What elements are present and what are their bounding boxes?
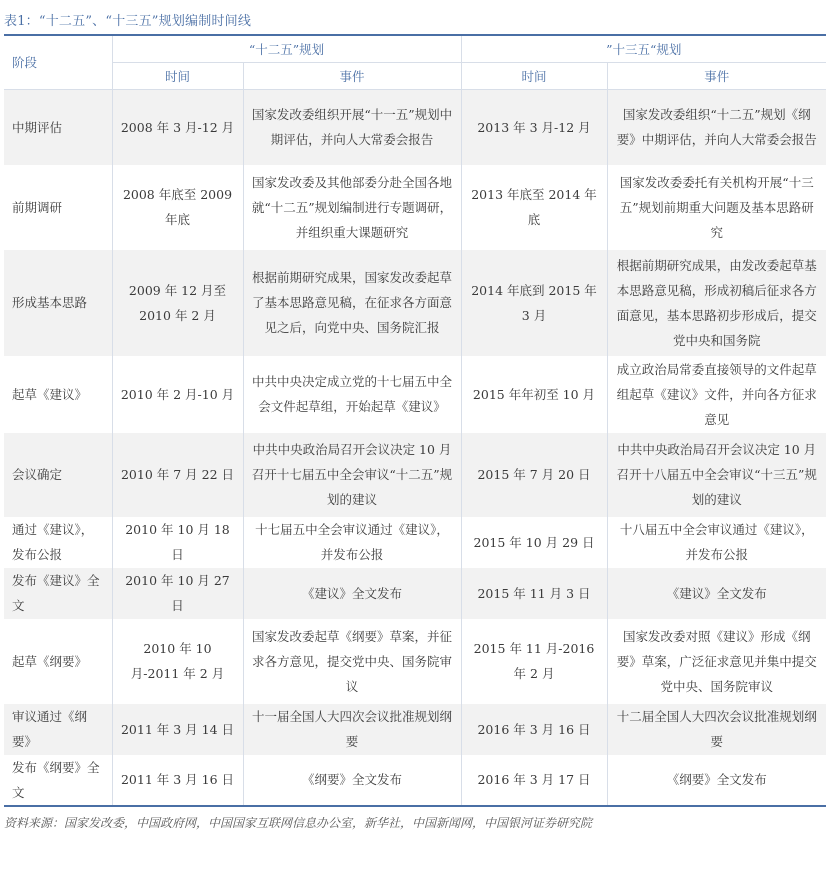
time-13-cell: 2013 年 3 月-12 月 [461,90,607,165]
stage-cell: 前期调研 [4,165,112,250]
header-plan-13: ”十三五“规划 [461,35,826,63]
event-12-cell: 中共中央决定成立党的十七届五中全会文件起草组，开始起草《建议》 [243,356,461,433]
table-row [4,517,826,568]
stage-cell: 形成基本思路 [4,250,112,356]
event-12-cell: 中共中央政治局召开会议决定 10 月召开十七届五中全会审议“十二五”规划的建议 [243,433,461,517]
time-13-cell: 2015 年 10 月 29 日 [461,517,607,568]
table-caption: 表1：“十二五”、“十三五”规划编制时间线 [4,14,252,29]
time-12-cell: 2009 年 12 月至 2010 年 2 月 [112,250,243,356]
event-12-cell: 十七届五中全会审议通过《建议》，并发布公报 [243,517,461,568]
time-13-cell: 2016 年 3 月 16 日 [461,704,607,755]
event-12-cell: 《建议》全文发布 [243,568,461,619]
time-13-cell: 2015 年 11 月 3 日 [461,568,607,619]
stage-cell: 发布《建议》全文 [4,568,112,619]
time-12-cell: 2008 年 3 月-12 月 [112,90,243,165]
time-12-cell: 2011 年 3 月 14 日 [112,704,243,755]
time-12-cell: 2010 年 2 月-10 月 [112,356,243,433]
stage-cell: 起草《建议》 [4,356,112,433]
table-row [4,90,826,165]
event-13-cell: 十八届五中全会审议通过《建议》，并发布公报 [607,517,826,568]
event-13-cell: 十二届全国人大四次会议批准规划纲要 [607,704,826,755]
stage-cell: 起草《纲要》 [4,619,112,704]
event-12-cell: 国家发改委起草《纲要》草案，并征求各方意见，提交党中央、国务院审议 [243,619,461,704]
table-row [4,619,826,704]
header-event-13: 事件 [607,63,826,90]
header-plan-12: “十二五”规划 [112,35,461,63]
table-row [4,250,826,356]
event-12-cell: 国家发改委及其他部委分赴全国各地就“十二五”规划编制进行专题调研，并组织重大课题研究 [243,165,461,250]
table-row [4,755,826,806]
time-13-cell: 2015 年年初至 10 月 [461,356,607,433]
event-12-cell: 国家发改委组织开展“十一五”规划中期评估，并向人大常委会报告 [243,90,461,165]
event-13-cell: 《纲要》全文发布 [607,755,826,806]
event-13-cell: 成立政治局常委直接领导的文件起草组起草《建议》文件，并向各方征求意见 [607,356,826,433]
table-row [4,433,826,517]
event-12-cell: 《纲要》全文发布 [243,755,461,806]
event-13-cell: 中共中央政治局召开会议决定 10 月召开十八届五中全会审议“十三五”规划的建议 [607,433,826,517]
event-13-cell: 国家发改委组织“十二五”规划《纲要》中期评估，并向人大常委会报告 [607,90,826,165]
time-12-cell: 2011 年 3 月 16 日 [112,755,243,806]
header-event-12: 事件 [243,63,461,90]
table-row [4,704,826,755]
time-12-cell: 2010 年 7 月 22 日 [112,433,243,517]
stage-cell: 审议通过《纲要》 [4,704,112,755]
header-stage: 阶段 [4,35,112,90]
table-row [4,356,826,433]
time-13-cell: 2015 年 11 月-2016 年 2 月 [461,619,607,704]
source-note: 资料来源：国家发改委，中国政府网，中国国家互联网信息办公室，新华社，中国新闻网，中国银河证券研究院 [4,816,593,830]
time-13-cell: 2015 年 7 月 20 日 [461,433,607,517]
time-12-cell: 2008 年底至 2009 年底 [112,165,243,250]
stage-cell: 中期评估 [4,90,112,165]
event-13-cell: 《建议》全文发布 [607,568,826,619]
time-13-cell: 2016 年 3 月 17 日 [461,755,607,806]
time-12-cell: 2010 年 10 月 27 日 [112,568,243,619]
table-row [4,568,826,619]
time-12-cell: 2010 年 10 月-2011 年 2 月 [112,619,243,704]
stage-cell: 会议确定 [4,433,112,517]
event-13-cell: 国家发改委委托有关机构开展“十三五”规划前期重大问题及基本思路研究 [607,165,826,250]
event-12-cell: 根据前期研究成果，国家发改委起草了基本思路意见稿，在征求各方面意见之后，向党中央、国务院汇报 [243,250,461,356]
header-time-12: 时间 [112,63,243,90]
stage-cell: 发布《纲要》全文 [4,755,112,806]
event-13-cell: 国家发改委对照《建议》形成《纲要》草案，广泛征求意见并集中提交党中央、国务院审议 [607,619,826,704]
timeline-table [4,34,826,807]
event-13-cell: 根据前期研究成果，由发改委起草基本思路意见稿，形成初稿后征求各方面意见，基本思路初步形成后，提交党中央和国务院 [607,250,826,356]
time-12-cell: 2010 年 10 月 18 日 [112,517,243,568]
event-12-cell: 十一届全国人大四次会议批准规划纲要 [243,704,461,755]
time-13-cell: 2013 年底至 2014 年底 [461,165,607,250]
stage-cell: 通过《建议》，发布公报 [4,517,112,568]
header-time-13: 时间 [461,63,607,90]
table-row [4,165,826,250]
time-13-cell: 2014 年底到 2015 年 3 月 [461,250,607,356]
